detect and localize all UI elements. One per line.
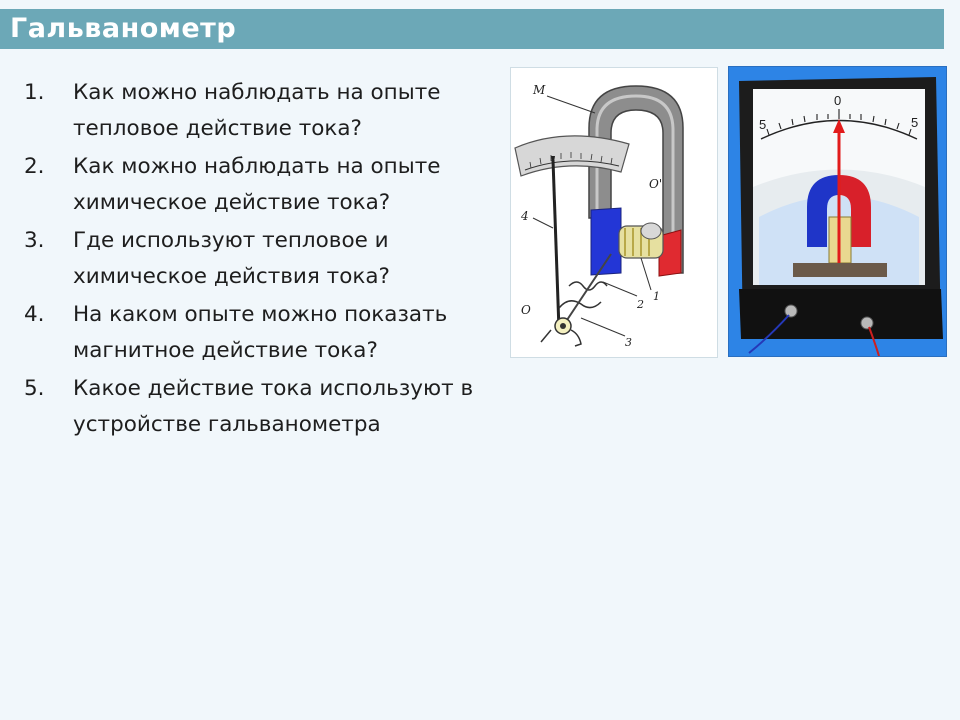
core-cylinder xyxy=(641,223,661,239)
label-leader xyxy=(603,282,637,296)
list-item-number: 4. xyxy=(24,302,45,327)
list-item-text: Где используют тепловое и химическое действия тока? xyxy=(73,228,390,289)
list-item xyxy=(24,149,494,221)
terminal-right xyxy=(861,317,873,329)
list-item-number: 3. xyxy=(24,228,45,253)
lead-wire xyxy=(571,330,581,346)
question-list xyxy=(24,75,494,445)
diagram-label-3: 3 xyxy=(625,336,632,349)
list-item-number: 1. xyxy=(24,80,45,105)
galvanometer-diagram-drawing xyxy=(511,68,717,357)
scale-label-left: 5 xyxy=(759,117,767,132)
diagram-label-1: 1 xyxy=(653,290,660,303)
galvanometer-photo-drawing xyxy=(729,67,946,356)
list-item xyxy=(24,371,494,443)
blue-pole-piece xyxy=(591,208,621,275)
label-leader xyxy=(581,318,625,336)
scale-label-right: 5 xyxy=(911,115,919,130)
pointer-needle xyxy=(553,160,559,330)
scale-label-center: 0 xyxy=(834,93,842,108)
title-bar xyxy=(0,9,944,49)
lead-wire xyxy=(541,330,551,342)
label-leader xyxy=(641,258,651,290)
list-item-number: 5. xyxy=(24,376,45,401)
pivot-center xyxy=(560,323,566,329)
terminal-left xyxy=(785,305,797,317)
diagram-label-o-top: О' xyxy=(649,177,663,191)
scale-arc xyxy=(515,136,629,176)
coil-base xyxy=(793,263,887,277)
list-item xyxy=(24,297,494,369)
diagram-label-4: 4 xyxy=(521,209,529,223)
list-item-text: Какое действие тока используют в устройстве гальванометра xyxy=(73,376,474,437)
list-item-text: Как можно наблюдать на опыте химическое действие тока? xyxy=(73,154,441,215)
galvanometer-photo xyxy=(728,66,947,357)
list-item-text: На каком опыте можно показать магнитное действие тока? xyxy=(73,302,448,363)
page-title: Гальванометр xyxy=(10,13,237,44)
label-leader xyxy=(547,96,595,113)
list-item-text: Как можно наблюдать на опыте тепловое действие тока? xyxy=(73,80,441,141)
list-item xyxy=(24,223,494,295)
meter-base xyxy=(739,289,943,339)
list-item xyxy=(24,75,494,147)
diagram-label-2: 2 xyxy=(637,298,644,311)
galvanometer-diagram xyxy=(510,67,718,358)
label-leader xyxy=(533,218,553,228)
list-item-number: 2. xyxy=(24,154,45,179)
axle xyxy=(563,254,611,326)
diagram-label-o-bottom: О xyxy=(521,303,531,317)
diagram-label-m: М xyxy=(533,83,546,97)
